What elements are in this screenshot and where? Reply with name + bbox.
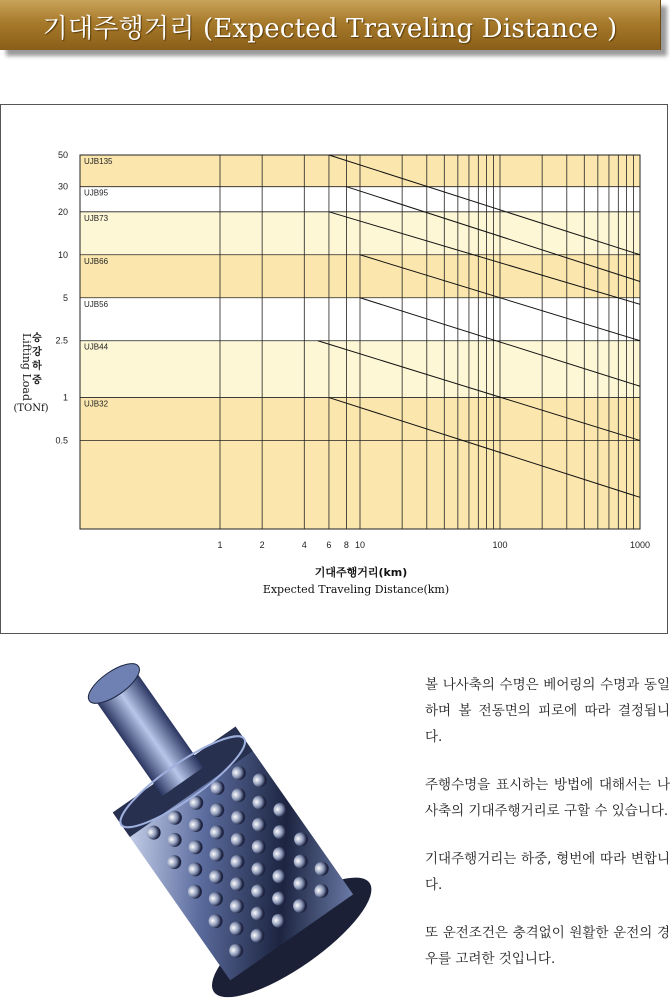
x-tick-label: 4 xyxy=(301,540,307,550)
page-title: 기대주행거리 (Expected Traveling Distance ) xyxy=(42,14,618,44)
series-label-ujb95: UJB95 xyxy=(84,188,109,198)
y-tick-label: 1 xyxy=(62,392,68,403)
x-tick-label: 100 xyxy=(492,540,508,550)
ball-screw-image xyxy=(55,660,385,1000)
y-axis-unit: (TONf) xyxy=(13,403,49,414)
x-tick-label: 8 xyxy=(343,540,349,550)
series-label-ujb66: UJB66 xyxy=(84,256,109,266)
y-axis-label-block xyxy=(11,331,61,421)
y-tick-label: 20 xyxy=(57,206,68,217)
x-tick-label: 6 xyxy=(326,540,332,550)
y-axis-label-char: 강 xyxy=(32,347,42,358)
series-label-ujb56: UJB56 xyxy=(84,299,109,309)
x-tick-label: 1 xyxy=(217,540,223,550)
y-axis-label-english: Lifting Load xyxy=(20,333,33,401)
x-tick-label: 1000 xyxy=(629,540,651,550)
y-tick-label: 2.5 xyxy=(55,335,68,346)
x-axis-label-korean: 기대주행거리(km) xyxy=(314,566,408,579)
y-tick-label: 30 xyxy=(57,181,68,192)
x-tick-label: 10 xyxy=(354,540,366,550)
series-label-ujb32: UJB32 xyxy=(84,399,109,409)
title-banner xyxy=(0,0,661,50)
y-tick-label: 10 xyxy=(57,249,68,260)
y-tick-label: 50 xyxy=(57,150,68,160)
series-label-ujb44: UJB44 xyxy=(84,342,109,352)
y-axis-label-char: 하 xyxy=(32,361,42,372)
description-text xyxy=(425,672,670,994)
x-axis-label-english: Expected Traveling Distance(km) xyxy=(262,583,450,596)
y-tick-label: 0.5 xyxy=(55,435,68,446)
x-tick-label: 2 xyxy=(259,540,265,550)
series-label-ujb73: UJB73 xyxy=(84,213,109,223)
description-paragraph-1: 볼 나사축의 수명은 베어링의 수명과 동일하며 볼 전동면의 피로에 따라 결정됩니다. xyxy=(425,677,670,745)
chart-frame xyxy=(0,104,668,634)
y-axis-label-char: 중 xyxy=(32,375,42,386)
description-paragraph-2: 주행수명을 표시하는 방법에 대해서는 나사축의 기대주행거리로 구할 수 있습니다. xyxy=(425,777,670,819)
series-label-ujb135: UJB135 xyxy=(84,157,113,166)
load-distance-chart xyxy=(1,105,669,635)
description-paragraph-4: 또 운전조건은 충격없이 원활한 운전의 경우를 고려한 것입니다. xyxy=(425,925,670,967)
description-paragraph-3: 기대주행거리는 하중, 형번에 따라 변합니다. xyxy=(425,851,670,893)
y-tick-label: 5 xyxy=(62,292,68,303)
y-axis-label-char: 승 xyxy=(32,333,42,344)
